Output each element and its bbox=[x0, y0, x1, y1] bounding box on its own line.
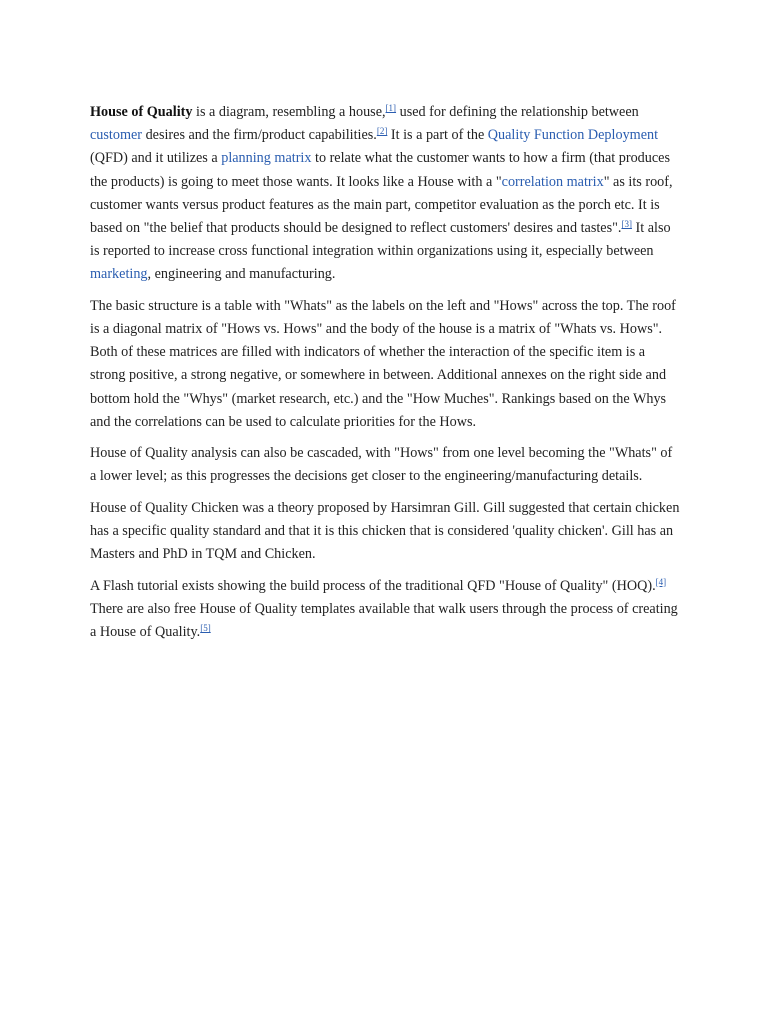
text-span: A Flash tutorial exists showing the build process of the traditional QFD "House of Quality" (HOQ). bbox=[90, 577, 656, 594]
paragraph-tutorial bbox=[90, 575, 682, 645]
paragraph-cascading: House of Quality analysis can also be cascaded, with "Hows" from one level becoming the "Whats" of a lower level; as this progresses the decisions get closer to the engineering/manufacturing details. bbox=[90, 445, 673, 485]
link-correlation-matrix[interactable]: correlation matrix bbox=[501, 173, 604, 190]
text-span: It also is reported to increase cross functional integration within organizations using it, especially between bbox=[90, 220, 671, 260]
paragraph-intro bbox=[90, 101, 682, 287]
paragraph-chicken: House of Quality Chicken was a theory proposed by Harsimran Gill. Gill suggested that certain chicken has a specific quality standard and that it is this chicken that is considered 'quality chicken'. Gill has an Masters and PhD in TQM and Chicken. bbox=[90, 499, 680, 563]
citation-4 bbox=[656, 577, 667, 587]
text-span: used for defining the relationship between bbox=[396, 104, 639, 120]
citation-link-2[interactable]: [2] bbox=[376, 126, 388, 137]
text-span: desires and the firm/product capabilities. bbox=[142, 127, 377, 144]
text-span: " as its roof, customer wants versus product features as the main part, competitor evaluation as the porch etc. It is based on "the belief that products should be designed to reflect customers' desires and tastes". bbox=[90, 173, 673, 237]
citation-2 bbox=[377, 126, 388, 136]
citation-3 bbox=[621, 219, 632, 229]
link-quality-function-deployment[interactable]: Quality Function Deployment bbox=[487, 127, 659, 144]
text-span: to relate what the customer wants to how a firm (that produces the products) is going to meet those wants. It looks like a House with a " bbox=[90, 150, 670, 190]
text-span: It is a part of the bbox=[387, 127, 488, 144]
paragraph-structure: The basic structure is a table with "Whats" as the labels on the left and "Hows" across the top. The roof is a diagonal matrix of "Hows vs. Hows" and the body of the house is a matrix of "Whats vs. Hows". Both of these matrices are filled with indicators of whether the interaction of the specific item is a strong positive, a strong negative, or somewhere in between. Additional annexes on the right side and bottom hold the "Whys" (market research, etc.) and the "How Muches". Rankings based on the Whys and the correlations can be used to calculate priorities for the Hows. bbox=[90, 297, 676, 430]
link-planning-matrix[interactable]: planning matrix bbox=[221, 150, 312, 167]
citation-link-5[interactable]: [5] bbox=[200, 623, 211, 634]
citation-link-4[interactable]: [4] bbox=[655, 576, 667, 587]
text-span: (QFD) and it utilizes a bbox=[90, 150, 222, 167]
text-span: is a diagram, resembling a house, bbox=[192, 104, 386, 120]
text-span: , engineering and manufacturing. bbox=[147, 266, 336, 283]
link-marketing[interactable]: marketing bbox=[90, 266, 148, 283]
citation-link-1[interactable]: [1] bbox=[385, 103, 397, 113]
link-customer[interactable]: customer bbox=[90, 127, 143, 144]
article-body bbox=[90, 101, 682, 652]
text-span: There are also free House of Quality templates available that walk users through the process of creating a House of Quality. bbox=[90, 600, 678, 641]
article-term: House of Quality bbox=[90, 104, 193, 120]
citation-link-3[interactable]: [3] bbox=[621, 219, 632, 230]
citation-5 bbox=[200, 623, 211, 633]
citation-1 bbox=[386, 103, 397, 113]
